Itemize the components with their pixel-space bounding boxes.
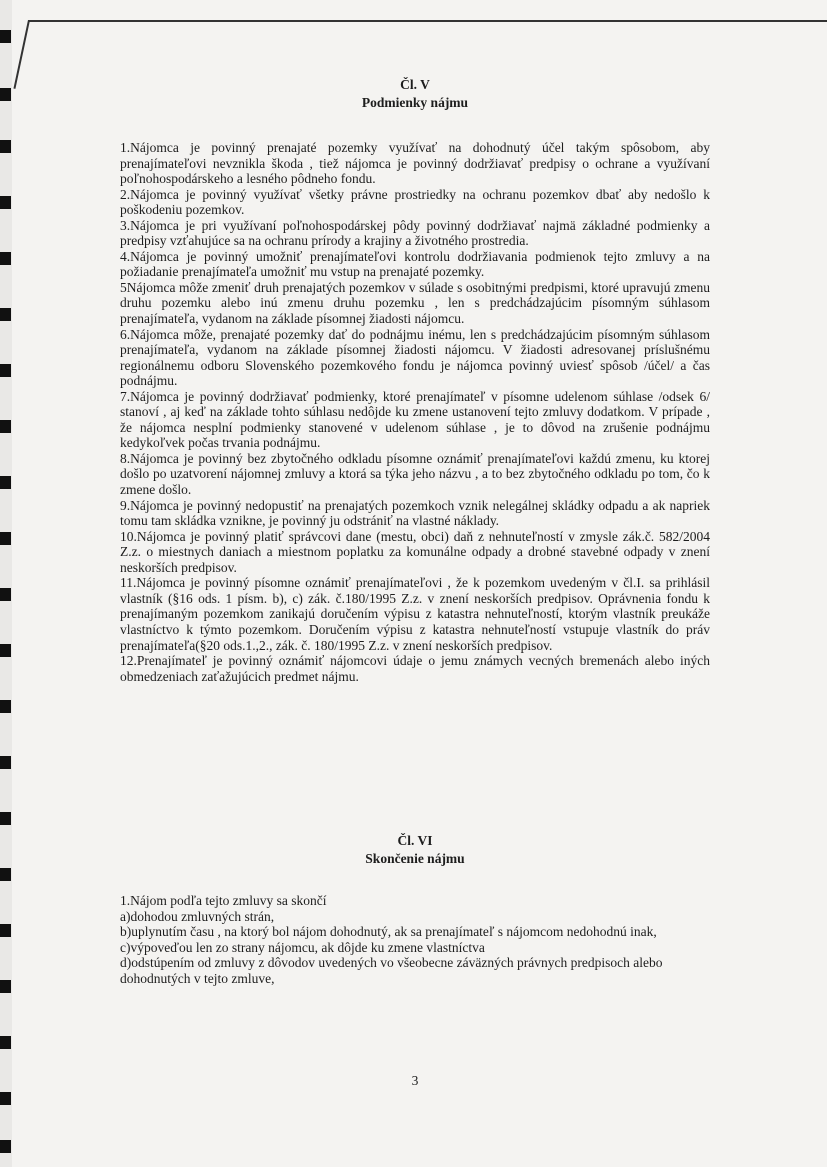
article-vi-title: Skončenie nájmu: [365, 851, 465, 866]
clause-8: 8.Nájomca je povinný bez zbytočného odkladu písomne oznámiť prenajímateľovi každú zmenu, ku ktorej došlo po uzatvorení nájomnej zmluvy a ktorá sa týka jeho názvu , a to bez zbytočného odkladu po tom, čo k zmene došlo.: [120, 450, 710, 498]
article-v-number: Čl. V: [400, 77, 430, 92]
article-v-title: Podmienky nájmu: [361, 95, 469, 110]
termination-item-b: b)uplynutím času , na ktorý bol nájom dohodnutý, ak sa prenajímateľ s nájomcom nedohodnú inak,: [120, 924, 657, 940]
clause-10: 10.Nájomca je povinný platiť správcovi dane (mestu, obci) daň z nehnuteľností v zmysle zák.č. 582/2004 Z.z. o miestnych daniach a miestnom poplatku za komunálne odpady a drobné stavebné odpady v znení neskorších predpisov.: [120, 528, 710, 575]
clause-3: 3.Nájomca je pri využívaní poľnohospodárskej pôdy povinný dodržiavať najmä základné podmienky a predpisy vzťahujúce sa na ochranu prírody a krajiny a životného prostredia.: [120, 217, 710, 249]
clause-12: 12.Prenajímateľ je povinný oznámiť nájomcovi údaje o jemu známych vecných bremenách alebo iných obmedzeniach zaťažujúcich predmet nájmu.: [120, 653, 710, 684]
termination-item-a: a)dohodou zmluvných strán,: [120, 908, 275, 924]
article-vi-number: Čl. VI: [397, 833, 433, 848]
clause-11: 11.Nájomca je povinný písomne oznámiť prenajímateľovi , že k pozemkom uvedeným v čl.I. sa prihlásil vlastník (§16 ods. 1 písm. b), c) zák. č.180/1995 Z.z. v znení neskorších predpisov. Oprávnenia fondu k prenajímaným pozemkom zanikajú doručením výpisu z katastra nehnuteľností, ktorým vlastník preukáže vlastníctvo k týmto pozemkom. Doručením výpisu z katastra nehnuteľností vstupuje vlastník do práv prenajímateľa(§20 ods.1.,2., zák. č. 180/1995 Z.z. v znení neskorších predpisov.: [120, 575, 710, 653]
clause-9: 9.Nájomca je povinný nedopustiť na prenajatých pozemkoch vznik nelegálnej skládky odpadu a ak napriek tomu tam skládka vznikne, je povinný ju odstrániť na vlastné náklady.: [120, 497, 710, 529]
article-vi-body: [120, 893, 710, 986]
termination-item-c: c)výpoveďou len zo strany nájomcu, ak dôjde ku zmene vlastníctva: [120, 939, 485, 955]
clause-7: 7.Nájomca je povinný dodržiavať podmienky, ktoré prenajímateľ v písomne udelenom súhlase /odsek 6/ stanoví , aj keď na základe tohto súhlasu nedôjde ku zmene ustanovení tejto zmluvy dodatkom. V prípade , že nájomca nesplní podmienky stanovené v udelenom súhlase , je to dôvod na zrušenie podnájmu kedykoľvek počas trvania podnájmu.: [120, 388, 710, 451]
clause-5: 5Nájomca môže zmeniť druh prenajatých pozemkov v súlade s osobitnými predpismi, ktoré upravujú zmenu druhu pozemku alebo inú zmenu druhu pozemku , len s predchádzajúcim písomným súhlasom prenajímateľa, vydanom na základe písomnej žiadosti nájomcu.: [120, 279, 710, 327]
page-number: 3: [411, 1073, 419, 1088]
article-v-heading: [120, 76, 710, 112]
clause-4: 4.Nájomca je povinný umožniť prenajímateľovi kontrolu dodržiavania podmienok tejto zmluvy a na požiadanie prenajímateľa umožniť mu vstup na prenajaté pozemky.: [120, 248, 710, 280]
article-vi-heading: [120, 832, 710, 868]
termination-item-d: d)odstúpením od zmluvy z dôvodov uvedených vo všeobecne záväzných právnych predpisoch alebo dohodnutých v tejto zmluve,: [120, 955, 663, 986]
article-v-body: [120, 140, 710, 684]
clause-2: 2.Nájomca je povinný využívať všetky právne prostriedky na ochranu pozemkov dbať aby nedošlo k poškodeniu pozemkov.: [120, 186, 710, 218]
clause-1: 1.Nájomca je povinný prenajaté pozemky využívať na dohodnutý účel takým spôsobom, aby prenajímateľovi nevznikla škoda , tiež nájomca je povinný dodržiavať predpisy o ochrane a využívaní poľnohospodárskeho a lesného pôdneho fondu.: [120, 140, 710, 187]
clause-6: 6.Nájomca môže, prenajaté pozemky dať do podnájmu inému, len s predchádzajúcim písomným súhlasom prenajímateľa, vydanom na základe písomnej žiadosti nájomcu. V žiadosti adresovanej príslušnému regionálnemu odboru Slovenského pozemkového fondu je nájomca povinný uviesť spôsob /účel/ a čas podnájmu.: [120, 326, 710, 389]
termination-intro: 1.Nájom podľa tejto zmluvy sa skončí: [120, 893, 327, 908]
